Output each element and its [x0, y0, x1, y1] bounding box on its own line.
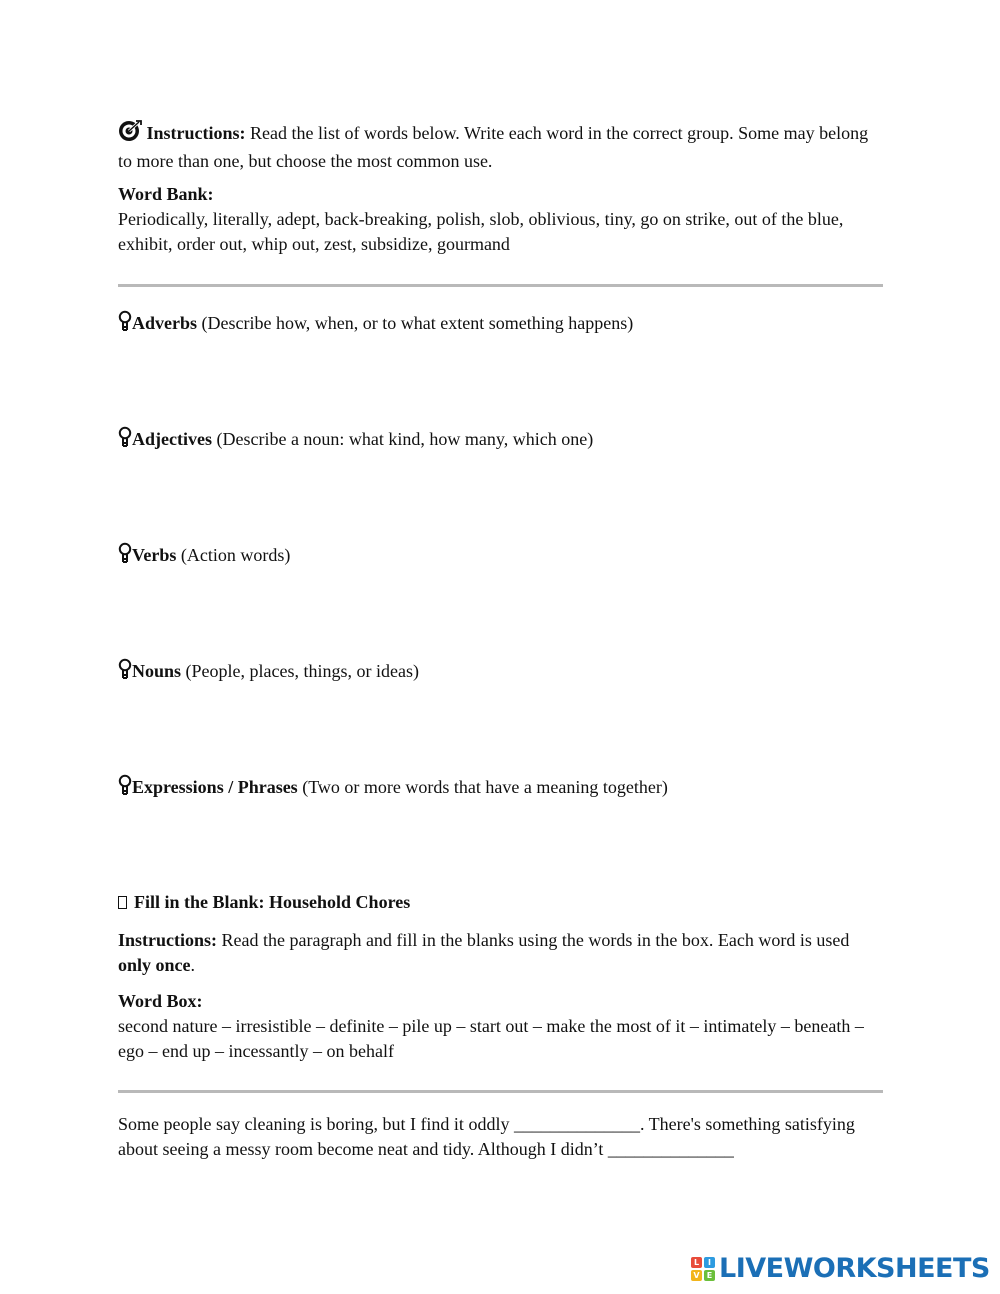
category-desc: (People, places, things, or ideas) [181, 661, 419, 681]
fill-blank-heading [118, 890, 883, 915]
section-divider [118, 284, 883, 287]
logo-tile: I [704, 1257, 715, 1268]
word-bank-label: Word Bank: [118, 184, 214, 204]
section-divider [118, 1090, 883, 1093]
category-desc: (Action words) [176, 545, 291, 565]
logo-tile: V [691, 1270, 702, 1281]
lightbulb-icon [118, 310, 132, 334]
category-nouns [118, 658, 883, 684]
lightbulb-icon [118, 542, 132, 566]
lightbulb-icon [118, 426, 132, 450]
category-name: Adverbs [132, 313, 198, 333]
category-name: Nouns [132, 661, 182, 681]
fill-blank-instructions [118, 928, 883, 978]
category-desc: (Describe a noun: what kind, how many, which one) [211, 429, 594, 449]
logo-tile: L [691, 1257, 702, 1268]
category-desc: (Two or more words that have a meaning together) [297, 777, 668, 797]
fill-blank-title: Fill in the Blank: Household Chores [134, 892, 411, 912]
liveworksheets-logo [691, 1254, 990, 1284]
lightbulb-icon [118, 658, 132, 682]
category-verbs [118, 542, 883, 568]
category-adverbs [118, 310, 883, 336]
instructions-end: . [190, 955, 196, 975]
category-name: Verbs [132, 545, 177, 565]
logo-tile: E [704, 1270, 715, 1281]
category-name: Adjectives [132, 429, 212, 449]
category-expressions [118, 774, 883, 800]
target-icon [118, 120, 142, 149]
word-box-text: second nature – irresistible – definite – pile up – start out – make the most of it – intimately – beneath – ego – end up – incessantly – on behalf [118, 1016, 864, 1061]
checkbox-icon [118, 896, 127, 909]
word-bank-text: Periodically, literally, adept, back-breaking, polish, slob, oblivious, tiny, go on strike, out of the blue, exhibit, order out, whip out, zest, subsidize, gourmand [118, 209, 844, 254]
category-adjectives [118, 426, 883, 452]
logo-tiles-icon [691, 1257, 715, 1281]
lightbulb-icon [118, 774, 132, 798]
instructions-emphasis: only once [118, 955, 191, 975]
instructions-label: Instructions: [146, 123, 246, 143]
instructions-paragraph [118, 120, 883, 174]
category-desc: (Describe how, when, or to what extent something happens) [197, 313, 634, 333]
word-box-label: Word Box: [118, 991, 203, 1011]
word-box [118, 989, 883, 1064]
fill-blank-paragraph[interactable]: Some people say cleaning is boring, but I find it oddly ______________. There's something satisfying about seeing a messy room become neat and tidy. Although I didn’t ______________ [118, 1114, 855, 1159]
instructions-label: Instructions: [118, 930, 218, 950]
logo-text: LIVEWORKSHEETS [719, 1253, 990, 1284]
word-bank [118, 182, 883, 257]
instructions-text: Read the paragraph and fill in the blanks using the words in the box. Each word is used [217, 930, 850, 950]
instructions-text: Read the list of words below. Write each word in the correct group. Some may belong to more than one, but choose the most common use. [118, 123, 869, 171]
category-name: Expressions / Phrases [132, 777, 298, 797]
